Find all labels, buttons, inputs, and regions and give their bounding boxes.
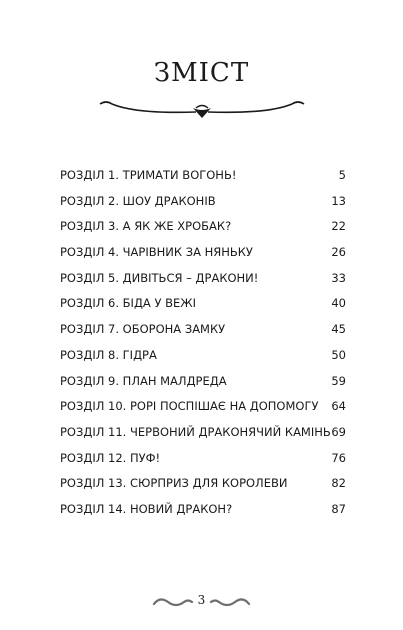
toc-entry[interactable] <box>60 425 346 451</box>
toc-entry-title: РОЗДІЛ 6. БІДА У ВЕЖІ <box>60 296 197 311</box>
toc-entry-title: РОЗДІЛ 5. ДИВІТЬСЯ – ДРАКОНИ! <box>60 270 259 285</box>
toc-entry[interactable] <box>60 271 346 297</box>
toc-entry-title: РОЗДІЛ 9. ПЛАН МАЛДРЕДА <box>60 373 227 388</box>
toc-entry-page: 50 <box>331 347 346 362</box>
toc-entry-page: 5 <box>338 168 346 182</box>
toc-entry-page: 87 <box>331 501 346 516</box>
toc-entry-page: 69 <box>331 424 346 439</box>
toc-entry-page: 76 <box>331 450 346 465</box>
toc-entry[interactable] <box>60 296 346 322</box>
toc-entry-title: РОЗДІЛ 1. ТРИМАТИ ВОГОНЬ! <box>60 168 237 182</box>
toc-entry-title: РОЗДІЛ 2. ШОУ ДРАКОНІВ <box>60 193 216 208</box>
toc-entry-page: 45 <box>331 322 346 337</box>
toc-entry-title: РОЗДІЛ 12. ПУФ! <box>60 450 161 465</box>
title-divider-ornament <box>96 98 308 120</box>
toc-entry-title: РОЗДІЛ 14. НОВИЙ ДРАКОН? <box>60 501 233 516</box>
toc-entry[interactable] <box>60 194 346 220</box>
page-title: ЗМІСТ <box>153 58 250 88</box>
toc-entry[interactable] <box>60 502 346 528</box>
toc-entry-title: РОЗДІЛ 8. ГІДРА <box>60 347 157 362</box>
toc-entry[interactable] <box>60 322 346 348</box>
toc-entry-title: РОЗДІЛ 11. ЧЕРВОНИЙ ДРАКОНЯЧИЙ КАМІНЬ <box>60 424 331 439</box>
toc-entry-page: 13 <box>331 193 346 208</box>
toc-entry-title: РОЗДІЛ 7. ОБОРОНА ЗАМКУ <box>60 322 226 337</box>
toc-entry-title: РОЗДІЛ 13. СЮРПРИЗ ДЛЯ КОРОЛЕВИ <box>60 476 288 491</box>
toc-entry[interactable] <box>60 219 346 245</box>
toc-entry[interactable] <box>60 374 346 400</box>
toc-entry-title: РОЗДІЛ 4. ЧАРІВНИК ЗА НЯНЬКУ <box>60 245 253 260</box>
toc-entry-page: 59 <box>331 373 346 388</box>
toc-entry[interactable] <box>60 476 346 502</box>
table-of-contents <box>60 168 346 528</box>
toc-entry-page: 82 <box>331 476 346 491</box>
toc-entry-page: 33 <box>331 270 346 285</box>
toc-entry[interactable] <box>60 168 346 194</box>
toc-entry[interactable] <box>60 399 346 425</box>
toc-entry[interactable] <box>60 348 346 374</box>
toc-entry[interactable] <box>60 245 346 271</box>
page-number: 3 <box>197 593 206 607</box>
toc-entry-page: 40 <box>331 296 346 311</box>
toc-entry-page: 26 <box>331 245 346 260</box>
toc-entry[interactable] <box>60 451 346 477</box>
toc-entry-page: 22 <box>331 219 346 234</box>
toc-entry-page: 64 <box>331 399 346 414</box>
toc-entry-title: РОЗДІЛ 3. А ЯК ЖЕ ХРОБАК? <box>60 219 232 234</box>
page-footer <box>0 591 403 615</box>
toc-entry-title: РОЗДІЛ 10. РОРІ ПОСПІШАЄ НА ДОПОМОГУ <box>60 399 319 414</box>
swirl-ornament-right-icon <box>209 595 251 609</box>
